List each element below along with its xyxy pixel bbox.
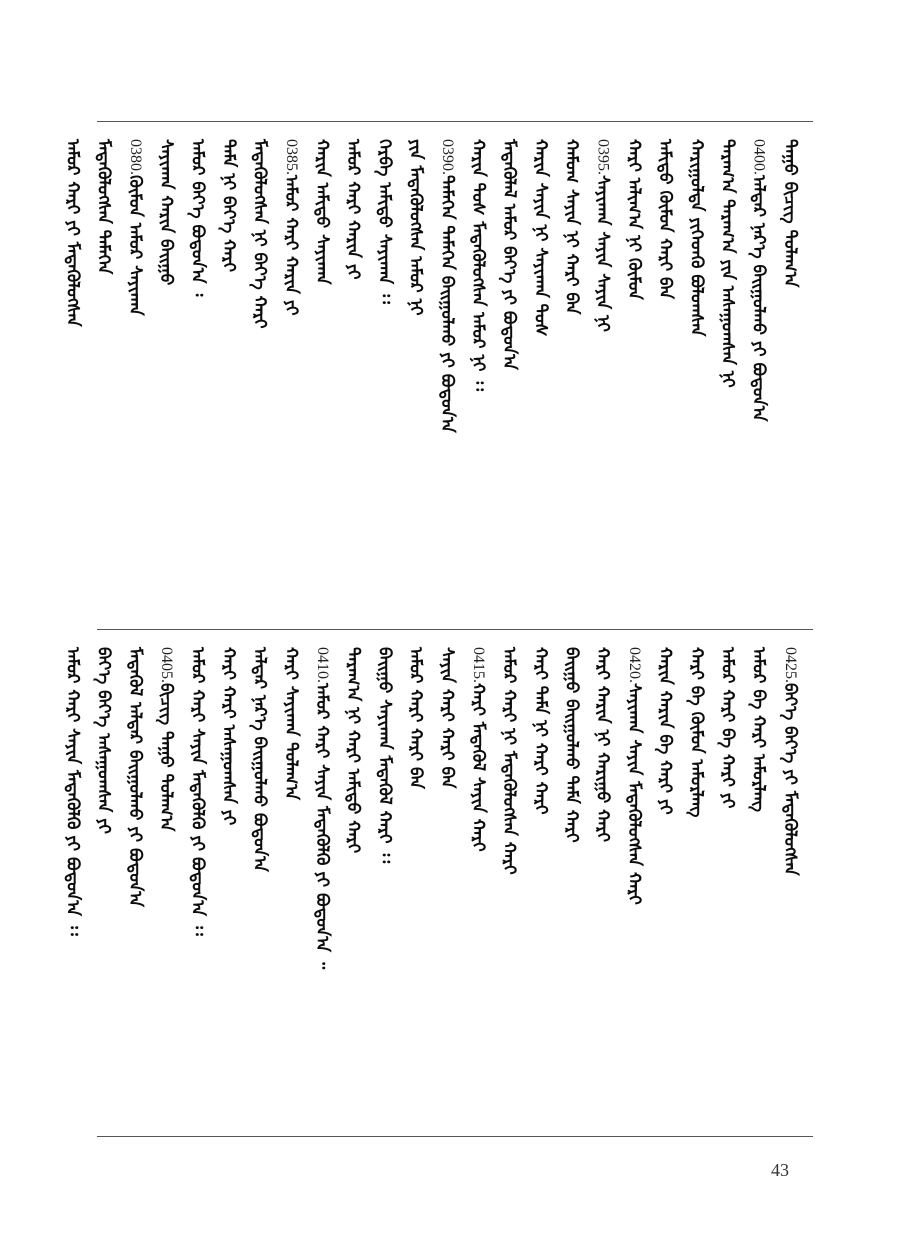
verse-text: ᠬᠠᠮᠤᠭ ᠰᠠᠶᠢᠨ ᠨᠢ ᠬᠠᠷᠢ ᠪᠡᠨ	[561, 139, 582, 315]
line-number: 0400.	[750, 139, 768, 175]
verse-text: ᠬᠠᠷᠢ ᠬᠠᠷᠢ ᠠᠰᠠᠭᠤᠭᠰᠠᠨ ᠶᠢ	[218, 647, 239, 826]
lower-verse-block	[59, 647, 808, 1122]
verse-line	[558, 139, 589, 614]
line-number: 0395.	[594, 139, 612, 175]
verse-text: ᠰᠠᠶᠢᠨ ᠬᠠᠷᠢ ᠬᠠᠷᠢ ᠪᠡᠨ	[436, 647, 457, 789]
verse-line	[152, 139, 183, 614]
verse-line	[402, 647, 433, 1122]
verse-line	[90, 647, 121, 1122]
verse-line	[370, 647, 401, 1122]
verse-text: ᠰᠠᠶᠢᠬᠠᠨ ᠰᠠᠶᠢᠨ ᠮᠡᠳᠡᠭᠦᠯᠦᠭᠰᠡᠨ ᠬᠠᠷᠢ	[623, 683, 644, 905]
verse-line	[308, 139, 339, 614]
verse-line	[589, 647, 620, 1122]
verse-line	[558, 647, 589, 1122]
line-number: 0390.	[438, 139, 456, 175]
verse-line	[246, 647, 277, 1122]
verse-text: ᠪᠡᠶ᠎ᠡ ᠪᠡᠶ᠎ᠡ ᠠᠰᠠᠭᠤᠭᠰᠠᠨ ᠶᠢ	[93, 647, 114, 834]
verse-text: ᠬᠠᠷᠢ ᠬᠠᠷᠢᠨ ᠨᠢ ᠬᠠᠷᠢᠭᠤ ᠬᠠᠷᠢ	[592, 647, 613, 842]
verse-text: ᠬᠦᠮᠦᠨ ᠠᠮᠤᠷ ᠰᠠᠶᠢᠬᠠᠨ	[124, 175, 145, 316]
line-number: 0410.	[314, 647, 331, 683]
top-rule	[97, 121, 813, 122]
verse-text: ᠰᠠᠶᠢᠬᠠᠨ ᠰᠠᠶᠢᠨ ᠰᠠᠶᠢᠨ ᠨᠢ	[592, 175, 613, 332]
verse-text: ᠠᠮᠤᠷ ᠬᠠᠷᠢ ᠪᠠ ᠬᠠᠷᠢ ᠶᠢ	[717, 647, 738, 809]
line-number: 0420.	[625, 647, 643, 683]
verse-line	[370, 139, 401, 614]
verse-text: ᠲᠠᠷᠠᠭ᠎ᠠ ᠲᠠᠷᠠᠭ᠎ᠠ ᠶᠢᠨ ᠠᠰᠠᠭᠤᠭᠰᠠᠨ ᠨᠢ	[717, 139, 738, 388]
verse-line	[526, 647, 557, 1122]
verse-line	[308, 647, 339, 1122]
verse-text: ᠠᠮᠤᠷ ᠬᠠᠷᠢ ᠨᠢ ᠮᠡᠳᠡᠭᠦᠯᠦᠭᠰᠡᠨ ᠬᠠᠷᠢ	[499, 647, 520, 875]
verse-line	[682, 139, 713, 614]
verse-line	[713, 647, 744, 1122]
upper-verse-block	[59, 139, 808, 614]
verse-text: ᠠᠮᠤᠷ ᠬᠠᠷᠢ ᠰᠠᠶᠢᠨ ᠮᠡᠳᠡᠭᠦᠯᠬᠦ ᠶᠢ ᠪᠤᠳᠤᠨ᠎ᠠ ᠃	[312, 683, 332, 970]
verse-text: ᠪᠠᠢᠭᠤ ᠰᠠᠶᠢᠬᠠᠨ ᠮᠡᠳᠡᠭᠦᠯ ᠬᠠᠷᠢ ᠄᠄	[374, 647, 395, 864]
verse-line	[713, 139, 744, 614]
verse-line	[183, 139, 214, 614]
verse-text: ᠪᠢᠴᠢᠭ᠌ ᠳᠠᠭᠤ ᠳᠤᠯᠠᠭ᠎ᠠ	[156, 683, 177, 832]
verse-line	[59, 139, 90, 614]
verse-line	[402, 139, 433, 614]
verse-text: ᠬᠠᠷᠢ ᠲᠡᠮᠡ ᠨᠢ ᠬᠠᠷᠢ ᠬᠠᠷᠢ	[530, 647, 551, 815]
verse-line	[339, 139, 370, 614]
verse-text: ᠬᠠᠷᠢᠭᠤᠯᠲᠠ ᠶᠢᠭᠡᠳᠬᠦ ᠪᠤᠯᠤᠭᠰᠠᠨ	[686, 139, 707, 337]
verse-text: ᠠᠮᠤᠷ ᠬᠠᠷᠢ ᠰᠠᠶᠢᠨ ᠮᠡᠳᠡᠭᠦᠯᠬᠦ ᠶᠢ ᠪᠤᠳᠤᠨ᠎ᠠ ᠄᠄	[62, 647, 83, 936]
verse-text: ᠠᠮᠤᠷ ᠬᠠᠷᠢ ᠬᠠᠷᠢᠨ ᠶᠢ	[343, 139, 364, 280]
verse-text: ᠪᠡᠶ᠎ᠡ ᠪᠡᠶ᠎ᠡ ᠶᠢ ᠮᠡᠳᠡᠭᠦᠯᠦᠭᠰᠡᠨ	[779, 683, 800, 876]
verse-line	[651, 139, 682, 614]
verse-text: ᠠᠮᠤᠷ ᠪᠡᠶ᠎ᠡ ᠪᠤᠳᠤᠨ᠎ᠠ ᠄	[187, 139, 208, 297]
bottom-rule	[97, 1136, 813, 1137]
verse-line	[620, 647, 651, 1122]
verse-text: ᠠᠮᠤᠷ ᠬᠠᠷᠢ ᠬᠠᠷᠢ ᠪᠡᠨ	[405, 647, 426, 789]
verse-text: ᠮᠡᠳᠡᠭᠦᠯᠦᠭᠰᠡᠨ ᠲᠡᠮᠡᠭᠡᠨ	[93, 139, 114, 275]
verse-text: ᠬᠠᠷᠢᠨ ᠠᠮᠢᠳᠤ ᠰᠠᠶᠢᠬᠠᠨ	[312, 139, 332, 285]
line-number: 0405.	[158, 647, 176, 683]
verse-line	[620, 139, 651, 614]
verse-text: ᠬᠠᠷᠢᠨ ᠰᠠᠶᠢᠨ ᠨᠢ ᠰᠠᠶᠢᠬᠠᠨ ᠲᠤᠰ	[530, 139, 551, 337]
verse-line	[246, 139, 277, 614]
verse-line	[526, 139, 557, 614]
verse-line	[433, 139, 464, 614]
verse-text: ᠠᠮᠤᠷ ᠬᠠᠷᠢ ᠰᠠᠶᠢᠨ ᠮᠡᠳᠡᠭᠦᠯᠬᠦ ᠶᠢ ᠪᠤᠳᠤᠨ᠎ᠠ ᠄᠄	[187, 647, 208, 936]
verse-line	[339, 647, 370, 1122]
verse-text: ᠠᠯᠳᠠᠷ ᠨᠡᠷ᠎ᠡ ᠪᠠᠢᠭᠤᠯᠬᠤ ᠶᠢ ᠪᠤᠳᠤᠨ᠎ᠠ	[748, 175, 769, 422]
verse-line	[214, 647, 245, 1122]
verse-line	[589, 139, 620, 614]
verse-line	[277, 647, 308, 1122]
verse-text: ᠬᠡᠷᠪᠡ ᠠᠮᠢᠳᠤ ᠰᠠᠶᠢᠬᠠᠨ ᠄᠄	[374, 139, 395, 304]
line-number: 0385.	[282, 139, 300, 175]
verse-text: ᠬᠠᠷᠢ ᠪᠠ ᠬᠦᠮᠦᠨ ᠠᠮᠤᠷᠯᠠᠩ	[686, 647, 707, 818]
page-number: 43	[771, 1160, 789, 1180]
verse-text: ᠬᠠᠷᠢ ᠮᠡᠳᠡᠭᠦᠯ ᠰᠠᠶᠢᠨ ᠬᠠᠷᠢ	[467, 683, 488, 852]
verse-line	[183, 647, 214, 1122]
verse-line	[495, 139, 526, 614]
verse-text: ᠳᠠᠭᠤ ᠪᠢᠴᠢᠭ᠌ ᠳᠤᠯᠠᠭ᠎ᠠ	[779, 139, 800, 288]
verse-line	[433, 647, 464, 1122]
verse-text: ᠬᠠᠷᠢ ᠠᠯᠢᠭ᠎ᠠ ᠨᠢ ᠬᠦᠮᠦᠨ	[623, 139, 644, 300]
verse-line	[776, 647, 807, 1122]
verse-line	[277, 139, 308, 614]
verse-line	[121, 647, 152, 1122]
verse-line	[651, 647, 682, 1122]
verse-line	[152, 647, 183, 1122]
verse-text: ᠰᠠᠶᠢᠬᠠᠨ ᠬᠠᠷᠢᠨ ᠪᠠᠢᠭᠤ	[156, 139, 177, 286]
verse-line	[464, 139, 495, 614]
verse-text: ᠲᠠᠷᠠᠭ᠎ᠠ ᠨᠢ ᠬᠠᠷᠢ ᠠᠮᠢᠳᠤ ᠬᠠᠷᠢ	[343, 647, 364, 854]
verse-text: ᠮᠡᠳᠡᠭᠦᠯᠦᠭᠰᠡᠨ ᠨᠢ ᠪᠡᠶ᠎ᠡ ᠬᠠᠷᠢ	[249, 139, 270, 329]
verse-text: ᠠᠮᠢᠳᠤ ᠬᠦᠮᠦᠨ ᠬᠠᠷᠢ ᠪᠡᠨ	[655, 139, 676, 299]
verse-text: ᠮᠡᠳᠡᠭᠦᠯᠡᠯ ᠠᠮᠤᠷ ᠪᠡᠶ᠎ᠡ ᠶᠢ ᠪᠤᠳᠤᠨ᠎ᠠ	[499, 139, 520, 370]
middle-rule	[97, 629, 813, 630]
verse-line	[464, 647, 495, 1122]
line-number: 0415.	[469, 647, 487, 683]
verse-line	[745, 647, 776, 1122]
verse-line	[90, 139, 121, 614]
verse-text: ᠠᠯᠳᠠᠷ ᠨᠡᠷ᠎ᠡ ᠪᠠᠢᠭᠤᠯᠬᠤ ᠪᠤᠳᠤᠨ᠎ᠠ	[249, 647, 270, 872]
verse-text: ᠪᠠᠢᠭᠤ ᠪᠠᠢᠭᠤᠯᠬᠤ ᠲᠡᠮᠡ ᠬᠠᠷᠢ	[561, 647, 582, 843]
verse-text: ᠬᠠᠷᠢᠨ ᠲᠤᠰ ᠮᠡᠳᠡᠭᠦᠯᠦᠭᠰᠡᠨ ᠠᠮᠤᠷ ᠨᠢ ᠄᠄	[467, 139, 488, 392]
verse-line	[682, 647, 713, 1122]
verse-text: ᠬᠠᠷᠢᠨ ᠬᠠᠷᠢᠨ ᠪᠠ ᠬᠠᠷᠢ ᠶᠢ	[655, 647, 676, 815]
verse-text: ᠠᠮᠤᠷ ᠬᠠᠷᠢ ᠶᠢ ᠮᠡᠳᠡᠭᠦᠯᠦᠭᠰᠡᠨ	[62, 139, 83, 327]
line-number: 0425.	[781, 647, 799, 683]
verse-text: ᠠᠮᠤᠷ ᠬᠠᠷᠢ ᠬᠠᠷᠢᠨ ᠶᠢ	[280, 175, 301, 316]
verse-text: ᠬᠠᠷᠢ ᠰᠠᠶᠢᠬᠠᠨ ᠳᠤᠯᠠᠭ᠎ᠠ	[280, 647, 301, 800]
verse-text: ᠲᠡᠮᠡ ᠨᠢ ᠪᠡᠶ᠎ᠡ ᠬᠠᠷᠢ	[218, 139, 239, 273]
verse-line	[214, 139, 245, 614]
verse-text: ᠮᠡᠳᠡᠭᠦᠯ ᠠᠯᠳᠠᠷ ᠪᠠᠢᠭᠤᠯᠬᠤ ᠶᠢ ᠪᠤᠳᠤᠨ᠎ᠠ	[124, 647, 145, 908]
verse-line	[745, 139, 776, 614]
verse-line	[121, 139, 152, 614]
line-number: 0380.	[126, 139, 144, 175]
verse-line	[59, 647, 90, 1122]
verse-line	[495, 647, 526, 1122]
verse-line	[776, 139, 807, 614]
verse-text: ᠲᠡᠮᠡᠭᠡᠨ ᠲᠡᠮᠡᠭᠡᠨ ᠪᠠᠢᠭᠤᠯᠬᠤ ᠶᠢ ᠪᠤᠳᠤᠨ᠎ᠠ	[436, 175, 457, 433]
verse-text: ᠶᠢᠨ ᠮᠡᠳᠡᠭᠦᠯᠦᠭᠰᠡᠨ ᠠᠮᠤᠷ ᠨᠢ	[405, 139, 426, 316]
verse-text: ᠠᠮᠤᠷ ᠪᠠ ᠬᠠᠷᠢ ᠠᠮᠤᠷᠯᠠᠩ	[748, 647, 769, 813]
